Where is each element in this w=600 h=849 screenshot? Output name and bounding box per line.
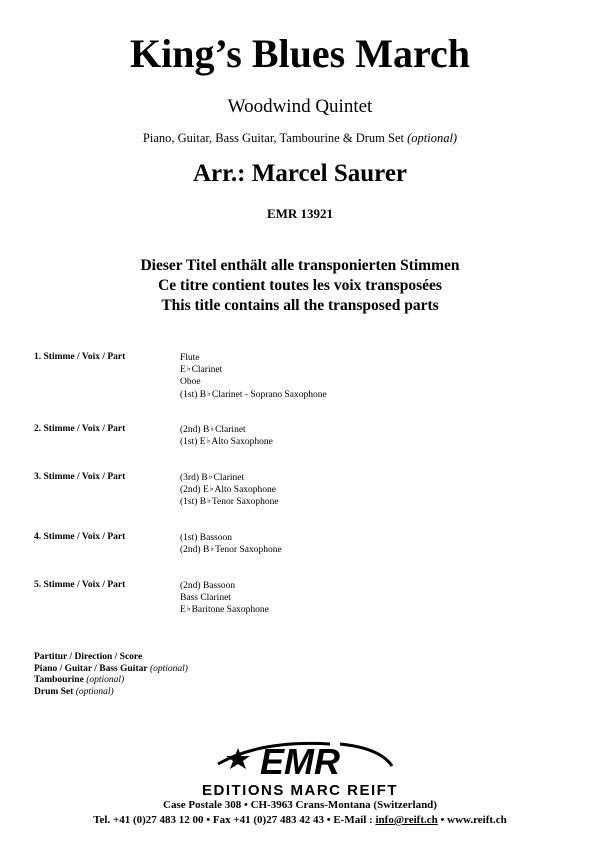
notice-english: This title contains all the transposed parts [161, 297, 439, 314]
transposition-notice [0, 256, 600, 316]
page-title: King’s Blues March [129, 31, 471, 76]
flat-symbol: ♭ [207, 496, 211, 506]
instrument-prefix: (2nd) [180, 545, 201, 556]
instrumentation-main: Piano, Guitar, Bass Guitar, Tambourine & Drum Set [142, 131, 404, 145]
part-instrument [180, 376, 327, 388]
instrument-name: Clarinet [191, 365, 223, 376]
part-instrument [180, 352, 327, 364]
instrument-name: Bass Clarinet [180, 593, 231, 604]
instrument-prefix: (2nd) [180, 581, 201, 591]
instrument-key: B [202, 545, 210, 556]
extra-parts [34, 652, 188, 698]
part-label: 5. Stimme / Voix / Part [34, 580, 126, 590]
instrument-prefix: (1st) [180, 389, 198, 400]
part-instrument [180, 532, 282, 544]
instrument-prefix: (3rd) [180, 473, 199, 483]
instrument-key: E [202, 485, 209, 496]
contact-phone-fax: Tel. +41 (0)27 483 12 00 • Fax +41 (0)27 483 42 43 • E-Mail : [93, 814, 376, 826]
part-label: 2. Stimme / Voix / Part [34, 424, 126, 434]
instrument-name: Clarinet [213, 473, 245, 483]
instrument-name: Clarinet - Soprano Saxophone [211, 389, 327, 400]
part-instrument [180, 592, 269, 604]
part-instruments [180, 472, 279, 509]
extra-part [34, 675, 188, 687]
part-instrument [180, 544, 282, 556]
publisher-contact [0, 814, 600, 826]
part-instrument [180, 484, 279, 496]
flat-symbol: ♭ [186, 364, 191, 374]
instrument-name: Flute [180, 353, 200, 363]
instrument-key: E [199, 437, 206, 448]
instrumentation-optional: (optional) [407, 131, 458, 145]
instrument-name: Clarinet [215, 425, 246, 435]
contact-separator: • [437, 814, 448, 826]
flat-symbol: ♭ [207, 388, 211, 398]
part-instrument [180, 580, 269, 592]
extra-part-optional: (optional) [86, 675, 125, 686]
logo-text: EMR [260, 741, 340, 782]
flat-symbol: ♭ [210, 544, 215, 554]
flat-symbol: ♭ [206, 436, 211, 446]
extra-part [34, 687, 188, 699]
notice-french: Ce titre contient toutes les voix transposées [158, 277, 442, 294]
instrument-key: B [199, 389, 207, 400]
part-instrument [180, 424, 273, 436]
flat-symbol: ♭ [186, 604, 191, 614]
extra-part-name: Piano / Guitar / Bass Guitar [34, 663, 148, 674]
instrument-name: Oboe [180, 377, 201, 388]
publisher-name: EDITIONS MARC REIFT [202, 782, 398, 799]
instrument-name: Bassoon [202, 581, 236, 591]
part-instrument [180, 389, 327, 401]
instrument-name: Tenor Saxophone [211, 497, 279, 508]
flat-symbol: ♭ [210, 424, 215, 433]
extra-part-name: Tambourine [34, 675, 84, 686]
instrument-name: Baritone Saxophone [191, 605, 269, 616]
instrumentation [0, 131, 600, 146]
extra-part-name: Drum Set [34, 686, 74, 697]
part-instruments [180, 424, 273, 448]
instrument-key: E [180, 605, 186, 616]
part-label: 4. Stimme / Voix / Part [34, 532, 126, 542]
part-instruments [180, 532, 282, 556]
extra-part [34, 652, 188, 664]
flat-symbol: ♭ [208, 472, 213, 481]
instrument-name: Bassoon [199, 533, 232, 543]
instrument-prefix: (1st) [180, 533, 198, 543]
extra-part-optional: (optional) [149, 663, 188, 674]
instrument-key: B [201, 473, 208, 483]
email-link[interactable]: info@reift.ch [375, 814, 438, 826]
arranger: Arr.: Marcel Saurer [192, 160, 408, 187]
instrument-prefix: (1st) [180, 437, 198, 448]
notice-german: Dieser Titel enthält alle transponierten Stimmen [140, 257, 460, 274]
part-instrument [180, 472, 279, 484]
extra-part [34, 664, 188, 676]
instrument-name: Alto Saxophone [214, 485, 277, 496]
instrument-prefix: (1st) [180, 497, 198, 508]
instrument-name: Alto Saxophone [211, 437, 273, 448]
instrument-key: B [199, 497, 207, 508]
part-instruments [180, 352, 327, 401]
part-instrument [180, 604, 269, 616]
instrument-prefix: (2nd) [180, 485, 201, 496]
publisher-address: Case Postale 308 • CH-3963 Crans-Montana (Switzerland) [163, 799, 437, 811]
instrument-key: E [180, 365, 186, 376]
part-instrument [180, 364, 327, 376]
emr-logo [0, 736, 600, 800]
part-instrument [180, 436, 273, 448]
extra-part-optional: (optional) [75, 686, 114, 697]
instrument-prefix: (2nd) [180, 425, 201, 435]
part-label: 1. Stimme / Voix / Part [34, 352, 126, 362]
catalog-number: EMR 13921 [266, 206, 334, 221]
extra-part-name: Partitur / Direction / Score [34, 652, 143, 662]
part-instruments [180, 580, 269, 617]
part-instrument [180, 496, 279, 508]
website-link[interactable]: www.reift.ch [447, 814, 507, 826]
instrument-key: B [202, 425, 210, 435]
subtitle: Woodwind Quintet [227, 96, 373, 117]
instrument-name: Tenor Saxophone [215, 545, 282, 556]
flat-symbol: ♭ [209, 484, 214, 494]
part-label: 3. Stimme / Voix / Part [34, 472, 126, 482]
